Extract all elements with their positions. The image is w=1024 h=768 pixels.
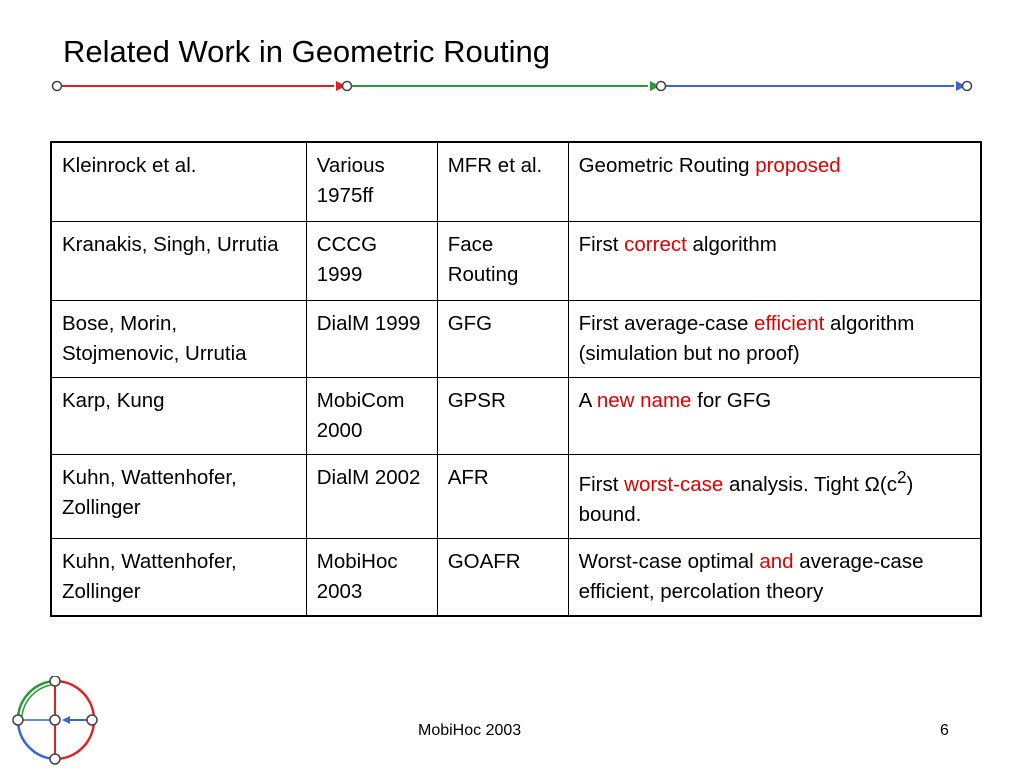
note-text: for GFG [691, 389, 772, 412]
algorithm-cell: GPSR [437, 378, 568, 455]
note-text: First average-case [578, 312, 755, 335]
algorithm-cell: GOAFR [437, 538, 568, 616]
venue-cell: MobiCom 2000 [306, 378, 437, 455]
note-highlight: worst-case [624, 472, 724, 496]
note-highlight: proposed [755, 154, 841, 177]
note-math-superscript: 2 [896, 468, 907, 487]
table-row [51, 538, 981, 616]
note-highlight: efficient [754, 312, 825, 335]
authors-cell: Bose, Morin, Stojmenovic, Urrutia [51, 301, 306, 378]
note-cell [568, 142, 981, 222]
algorithm-cell: AFR [437, 455, 568, 539]
note-text: analysis. Tight [723, 472, 865, 496]
table-row [51, 455, 981, 539]
note-cell [568, 538, 981, 616]
venue-cell: Various 1975ff [306, 142, 437, 222]
note-text: Geometric Routing [578, 154, 756, 177]
note-cell [568, 301, 981, 378]
geometric-routing-logo-icon [10, 676, 100, 766]
slide-title: Related Work in Geometric Routing [63, 34, 551, 69]
note-text: algorithm [686, 233, 777, 256]
authors-cell: Kuhn, Wattenhofer, Zollinger [51, 538, 306, 616]
note-text: algorithm (simulation but no proof) [578, 312, 915, 365]
table-row [51, 222, 981, 301]
note-cell [568, 222, 981, 301]
note-highlight: correct [624, 233, 687, 256]
page-number: 6 [940, 722, 949, 739]
authors-cell: Kranakis, Singh, Urrutia [51, 222, 306, 301]
note-text: A [578, 389, 597, 412]
authors-cell: Kleinrock et al. [51, 142, 306, 222]
note-highlight: and [759, 549, 794, 573]
algorithm-cell: MFR et al. [437, 142, 568, 222]
venue-cell: DialM 1999 [306, 301, 437, 378]
table-row [51, 142, 981, 222]
note-text: First [578, 472, 625, 496]
related-work-table [50, 141, 982, 617]
table-row [51, 378, 981, 455]
note-cell [568, 378, 981, 455]
note-math: Ω(c [864, 472, 897, 496]
venue-cell: MobiHoc 2003 [306, 538, 437, 616]
note-text: Worst-case optimal [578, 549, 760, 573]
algorithm-cell: Face Routing [437, 222, 568, 301]
authors-cell: Karp, Kung [51, 378, 306, 455]
note-text: First [578, 233, 625, 256]
footer-text: MobiHoc 2003 [418, 722, 522, 739]
venue-cell: CCCG 1999 [306, 222, 437, 301]
authors-cell: Kuhn, Wattenhofer, Zollinger [51, 455, 306, 539]
algorithm-cell: GFG [437, 301, 568, 378]
note-cell [568, 455, 981, 539]
venue-cell: DialM 2002 [306, 455, 437, 539]
table-row [51, 301, 981, 378]
route-arrows-icon [0, 70, 1024, 102]
note-highlight: new name [596, 389, 692, 412]
note-math: ) bound. [578, 472, 914, 526]
note-text: average-case efficient, percolation theory [578, 549, 924, 603]
